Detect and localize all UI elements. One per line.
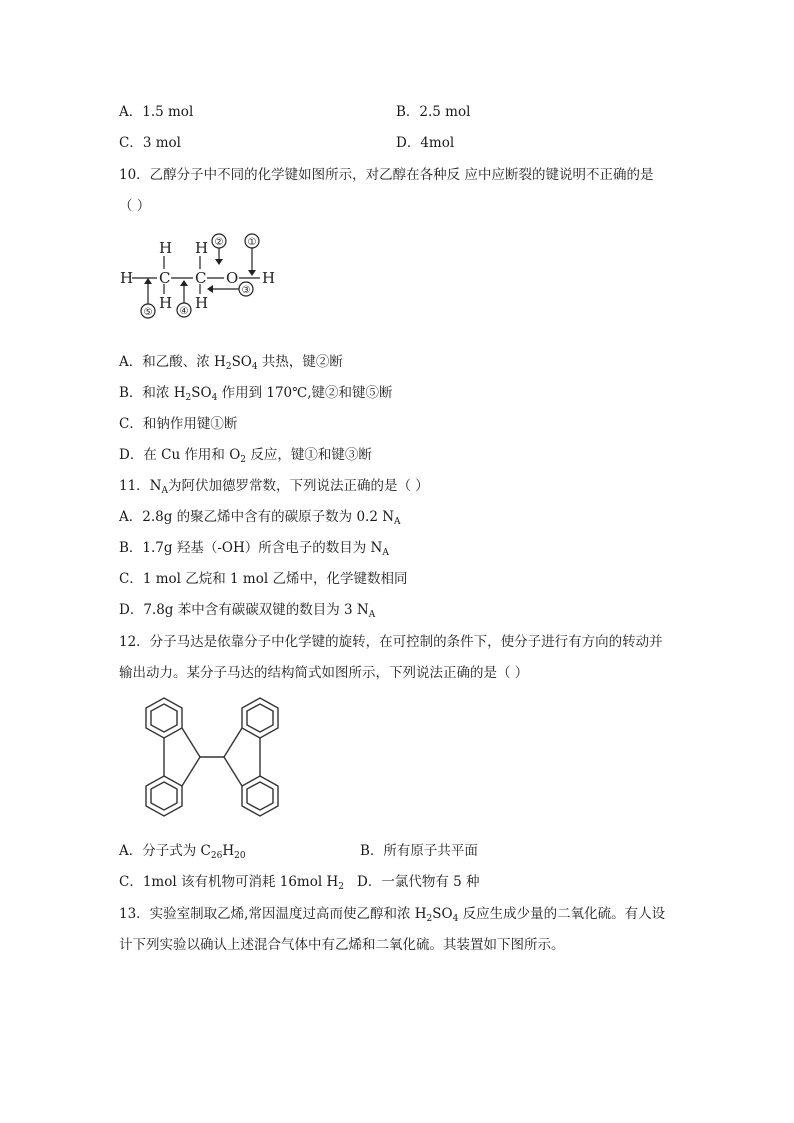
q9-option-c: C．3 mol bbox=[119, 135, 181, 151]
right-bottom-benzene-inner bbox=[247, 782, 273, 810]
q10-option-b: B．和浓 $H_2SO_4$ 作用到 170℃,键②和键⑤断 bbox=[119, 385, 393, 403]
atom-h-left: H bbox=[120, 269, 134, 287]
ethanol-structure-svg bbox=[115, 228, 285, 320]
q9-option-b: B．2.5 mol bbox=[396, 104, 471, 120]
q12-option-a: A．分子式为 $C_{26}H_{20}$ bbox=[119, 843, 246, 861]
atom-o: O bbox=[226, 269, 239, 287]
bond-label-4: ④ bbox=[179, 306, 189, 317]
q11-option-c: C．1 mol 乙烷和 1 mol 乙烯中，化学键数相同 bbox=[119, 571, 408, 587]
bond-label-2: ② bbox=[214, 237, 224, 248]
q12-stem-line2: 输出动力。某分子马达的结构简式如图所示，下列说法正确的是（ ） bbox=[119, 665, 529, 681]
q13-line2: 计下列实验以确认上述混合气体中有乙烯和二氧化硫。其装置如下图所示。 bbox=[119, 937, 565, 953]
q9-option-d: D．4mol bbox=[396, 135, 455, 151]
q11-option-a: A．2.8g 的聚乙烯中含有的碳原子数为 0.2 $N_A$ bbox=[119, 509, 401, 527]
q11-stem: 11．$N_A$为阿伏加德罗常数，下列说法正确的是（ ） bbox=[119, 478, 429, 496]
q10-stem-line2: （ ） bbox=[119, 198, 151, 214]
q11-option-b: B．1.7g 羟基（-OH）所含电子的数目为 $N_A$ bbox=[119, 540, 389, 558]
q12-option-d: D．一氯代物有 5 种 bbox=[357, 874, 480, 890]
atom-h-right: H bbox=[262, 269, 276, 287]
right-ring-bond-bottom bbox=[224, 757, 242, 786]
q9-option-a: A．1.5 mol bbox=[119, 104, 194, 120]
atom-h-bottom2: H bbox=[195, 294, 209, 312]
bond-label-5: ⑤ bbox=[143, 307, 153, 318]
bifluorenyl-structure-svg bbox=[122, 692, 302, 836]
atom-h-bottom1: H bbox=[159, 294, 173, 312]
right-top-benzene-inner bbox=[247, 704, 273, 732]
q10-option-a: A．和乙酸、浓 $H_2SO_4$ 共热，键②断 bbox=[119, 354, 343, 372]
q10-option-d: D．在 Cu 作用和 $O_2$ 反应，键①和键③断 bbox=[119, 447, 372, 465]
atom-c2: C bbox=[195, 269, 207, 287]
q11-option-d: D．7.8g 苯中含有碳碳双键的数目为 3 $N_A$ bbox=[119, 602, 376, 620]
left-ring-bond-bottom bbox=[182, 757, 200, 786]
atom-h-top1: H bbox=[159, 239, 173, 257]
arrowhead-2 bbox=[215, 259, 223, 265]
right-ring-bond-top bbox=[224, 728, 242, 757]
ethanol-bond-figure bbox=[115, 228, 285, 320]
left-bottom-benzene-inner bbox=[151, 782, 177, 810]
molecular-motor-figure bbox=[122, 692, 302, 836]
left-ring-bond-top bbox=[182, 728, 200, 757]
arrowhead-1 bbox=[248, 270, 256, 276]
q10-stem-line1: 10．乙醇分子中不同的化学键如图所示，对乙醇在各种反 应中应断裂的键说明不正确的是 bbox=[119, 167, 654, 183]
atom-c1: C bbox=[159, 269, 171, 287]
q13-line1: 13．实验室制取乙烯,常因温度过高而使乙醇和浓 $H_2SO_4$ 反应生成少量的二氧化硫。有人设 bbox=[119, 906, 666, 924]
q12-option-c: C．1mol 该有机物可消耗 16mol $H_2$ bbox=[119, 874, 344, 892]
q12-stem-line1: 12．分子马达是依靠分子中化学键的旋转，在可控制的条件下，使分子进行有方向的转动并 bbox=[119, 634, 663, 650]
bond-label-3: ③ bbox=[241, 285, 251, 296]
left-top-benzene-inner bbox=[151, 704, 177, 732]
atom-h-top2: H bbox=[195, 239, 209, 257]
arrowhead-5 bbox=[144, 278, 152, 284]
bond-label-1: ① bbox=[247, 237, 257, 248]
arrowhead-3 bbox=[207, 285, 213, 293]
q12-option-b: B．所有原子共平面 bbox=[360, 843, 478, 859]
q10-option-c: C．和钠作用键①断 bbox=[119, 416, 238, 432]
arrowhead-4 bbox=[180, 280, 188, 286]
